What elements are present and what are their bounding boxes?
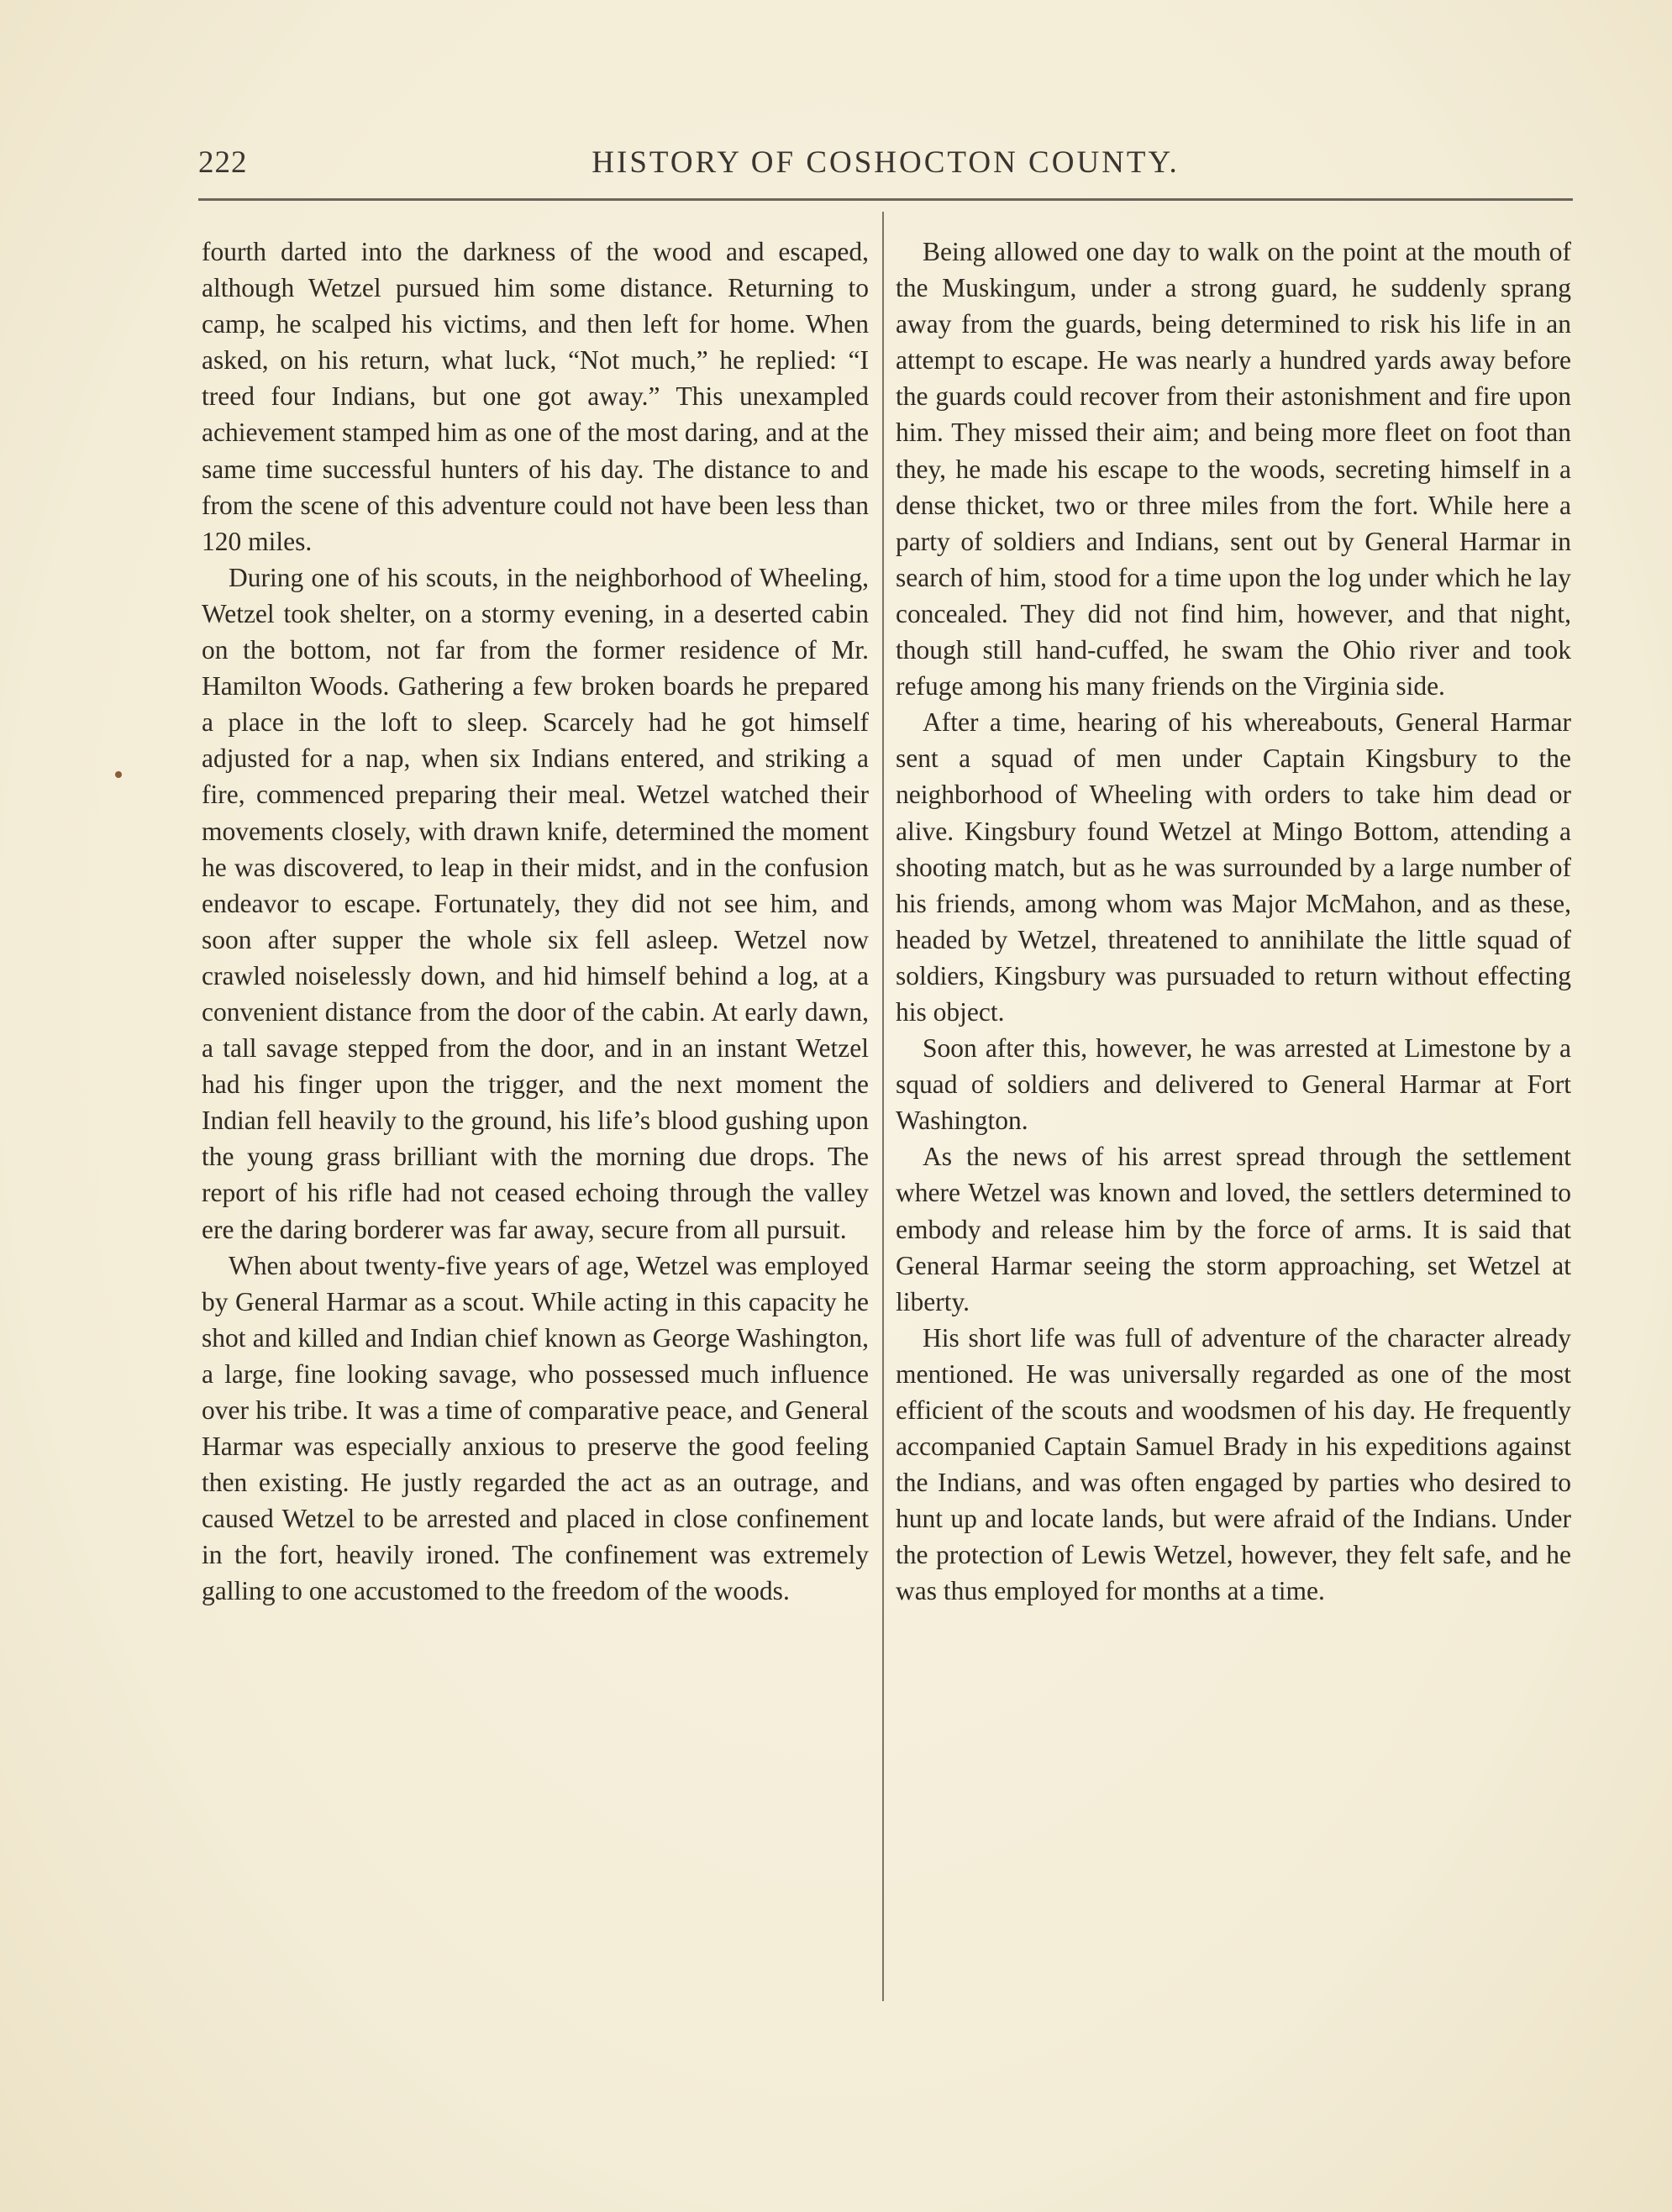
page-header: [198, 144, 1573, 190]
paper-speck: [115, 771, 122, 778]
column-divider: [882, 212, 884, 2001]
page-number: 222: [198, 145, 248, 180]
header-rule: [198, 198, 1573, 201]
right-paragraph-2: After a time, hearing of his whereabouts, General Harmar sent a squad of men under Captain Kingsbury to the neighborhood of Wheeling with orders to take him dead or alive. Kingsbury found Wetzel at Mingo Bottom, attending a shooting match, but as he was surrounded by a large number of his friends, among whom was Major McMahon, and as these, headed by Wetzel, threatened to annihilate the little squad of soldiers, Kingsbury was pursuaded to return without effecting his object.: [896, 707, 1571, 1027]
left-paragraph-3: When about twenty-five years of age, Wetzel was employed by General Harmar as a scout. While acting in this capacity he shot and killed and Indian chief known as George Washington, a large, fine looking savage, who possessed much influence over his tribe. It was a time of comparative peace, and General Harmar was especially anxious to preserve the good feeling then existing. He justly regarded the act as an outrage, and caused Wetzel to be arrested and placed in close confinement in the fort, heavily ironed. The confinement was extremely galling to one accustomed to the freedom of the woods.: [202, 1250, 869, 1606]
right-paragraph-1: Being allowed one day to walk on the point at the mouth of the Muskingum, under a strong guard, he suddenly sprang away from the guards, being determined to risk his life in an attempt to escape. He was nearly a hundred yards away before the guards could recover from their astonishment and fire upon him. They missed their aim; and being more fleet on foot than they, he made his escape to the woods, secreting himself in a dense thicket, two or three miles from the fort. While here a party of soldiers and Indians, sent out by General Harmar in search of him, stood for a time upon the log under which he lay concealed. They did not find him, however, and that night, though still hand-cuffed, he swam the Ohio river and took refuge among his many friends on the Virginia side.: [896, 237, 1571, 701]
left-paragraph-2: During one of his scouts, in the neighborhood of Wheeling, Wetzel took shelter, on a stormy evening, in a deserted cabin on the bottom, not far from the former residence of Mr. Hamilton Woods. Gathering a few broken boards he prepared a place in the loft to sleep. Scarcely had he got himself adjusted for a nap, when six Indians entered, and striking a fire, commenced preparing their meal. Wetzel watched their movements closely, with drawn knife, determined the moment he was discovered, to leap in their midst, and in the confusion endeavor to escape. Fortunately, they did not see him, and soon after supper the whole six fell asleep. Wetzel now crawled noiselessly down, and hid himself behind a log, at a convenient distance from the door of the cabin. At early dawn, a tall savage stepped from the door, and in an instant Wetzel had his finger upon the trigger, and the next moment the Indian fell heavily to the ground, his life’s blood gushing upon the young grass brilliant with the morning due drops. The report of his rifle had not ceased echoing through the valley ere the daring borderer was far away, secure from all pursuit.: [202, 562, 869, 1244]
right-column: [896, 234, 1571, 1610]
right-paragraph-5: His short life was full of adventure of the character already mentioned. He was universally regarded as one of the most efficient of the scouts and woodsmen of his day. He frequently accompanied Captain Samuel Brady in his expeditions against the Indians, and was often engaged by parties who desired to hunt up and locate lands, but were afraid of the Indians. Under the protection of Lewis Wetzel, however, they felt safe, and he was thus employed for months at a time.: [896, 1322, 1571, 1606]
running-title: HISTORY OF COSHOCTON COUNTY.: [592, 145, 1180, 180]
left-paragraph-1: fourth darted into the darkness of the wood and escaped, although Wetzel pursued him some distance. Returning to camp, he scalped his victims, and then left for home. When asked, on his return, what luck, “Not much,” he replied: “I treed four Indians, but one got away.” This unexampled achievement stamped him as one of the most daring, and at the same time successful hunters of his day. The distance to and from the scene of this adventure could not have been less than 120 miles.: [202, 237, 869, 556]
right-paragraph-3: Soon after this, however, he was arrested at Limestone by a squad of soldiers and delivered to General Harmar at Fort Washington.: [896, 1033, 1571, 1136]
right-paragraph-4: As the news of his arrest spread through the settlement where Wetzel was known and loved, the settlers determined to embody and release him by the force of arms. It is said that General Harmar seeing the storm approaching, set Wetzel at liberty.: [896, 1142, 1571, 1316]
left-column: [202, 234, 869, 1610]
